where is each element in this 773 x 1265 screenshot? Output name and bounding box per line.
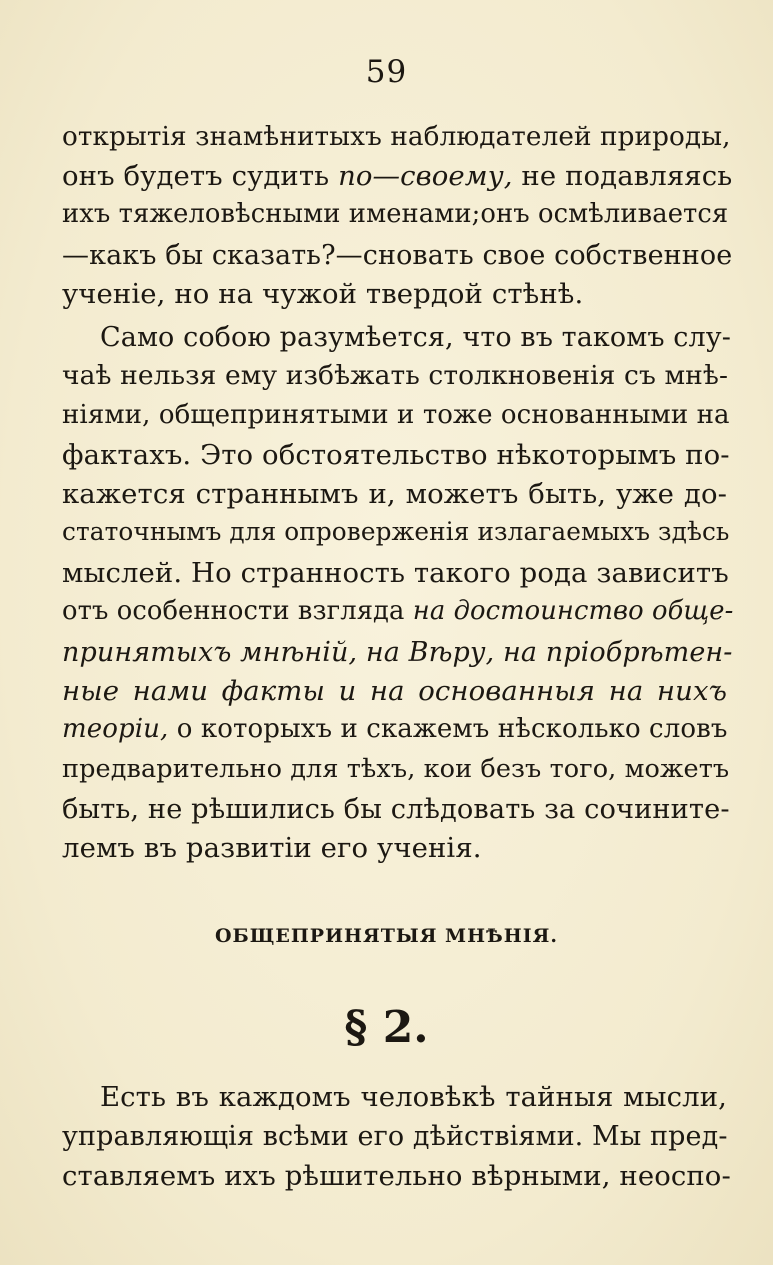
text-line [62,596,734,627]
text-run: онъ будетъ судить [62,160,339,192]
section-heading: ОБЩЕПРИНЯТЫЯ МНѢНІЯ. [215,925,558,947]
text-run: отъ особенности взгляда [62,596,413,626]
text-line: ставляемъ ихъ рѣшительно вѣрными, неоспо- [62,1160,731,1192]
text-line: лемъ въ развитіи его ученія. [62,832,482,864]
text-run: не подавляясь [512,160,733,192]
text-line: фактахъ. Это обстоятельство нѣкоторымъ по- [62,439,730,471]
text-line: чаѣ нельзя ему избѣжать столкновенія съ мнѣ- [62,360,729,391]
text-line [62,160,733,193]
italic-run: ные нами факты и на основанныя на нихъ [62,675,727,707]
text-run: о которыхъ и скажемъ нѣсколько словъ [168,714,728,744]
italic-run: теоріи, [62,714,169,744]
italic-run: по—своему, [338,160,513,192]
italic-run: на достоинство обще- [412,596,734,626]
text-line: открытія знамѣнитыхъ наблюдателей природы, [62,122,731,152]
text-line [62,676,727,708]
text-line: Есть въ каждомъ человѣкѣ тайныя мысли, [100,1081,727,1113]
text-line: ніями, общепринятыми и тоже основанными на [62,400,730,430]
text-line [62,637,733,668]
section-number: § 2. [344,1002,429,1053]
italic-run: принятыхъ мнѣній, на Вѣру, на пріобрѣтен- [62,637,733,668]
text-line: ученіе, но на чужой твердой стѣнѣ. [62,278,584,310]
text-line: быть, не рѣшились бы слѣдовать за сочините- [62,794,730,825]
page-number: 59 [365,54,408,90]
text-line: управляющія всѣми его дѣйствіями. Мы пред- [62,1121,728,1152]
text-line: Само собою разумѣется, что въ такомъ слу- [100,322,731,353]
text-line: —какъ бы сказать?—сновать свое собственное [62,240,733,271]
text-line: кажется страннымъ и, можетъ быть, уже до- [62,478,727,510]
text-line [62,715,727,745]
text-line: мыслей. Но странность такого рода зависитъ [62,557,729,589]
text-line: ихъ тяжеловѣсными именами;онъ осмѣливается [62,199,729,229]
text-line: предварительно для тѣхъ, кои безъ того, можетъ [62,754,730,784]
text-line: статочнымъ для опроверженія излагаемыхъ здѣсь [62,517,730,546]
